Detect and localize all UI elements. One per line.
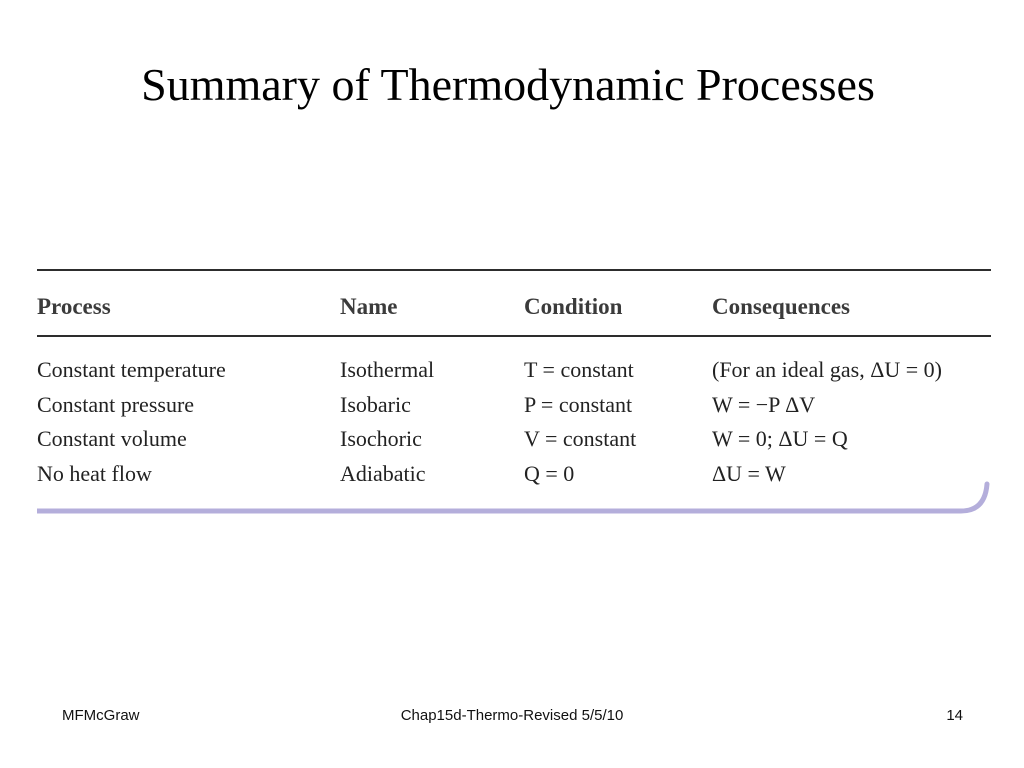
cell-process: Constant pressure xyxy=(37,392,195,417)
cell-consequences: W = 0; ΔU = Q xyxy=(712,426,848,451)
cell-name: Isobaric xyxy=(340,392,411,417)
cell-consequences: (For an ideal gas, ΔU = 0) xyxy=(712,357,943,382)
cell-process: No heat flow xyxy=(37,461,152,486)
cell-condition: T = constant xyxy=(524,357,634,382)
cell-process: Constant volume xyxy=(37,426,187,451)
cell-name: Isochoric xyxy=(340,426,422,451)
slide-title: Summary of Thermodynamic Processes xyxy=(141,59,875,110)
cell-condition: V = constant xyxy=(524,426,637,451)
slide-number: 14 xyxy=(946,707,963,724)
header-consequences: Consequences xyxy=(712,294,851,319)
table-header-rule xyxy=(37,335,991,337)
header-name: Name xyxy=(340,294,398,319)
cell-condition: Q = 0 xyxy=(524,461,575,486)
table-top-rule xyxy=(37,269,991,271)
cell-consequences: W = −P ΔV xyxy=(712,392,816,417)
cell-condition: P = constant xyxy=(524,392,633,417)
cell-name: Adiabatic xyxy=(340,461,426,486)
cell-name: Isothermal xyxy=(340,357,435,382)
table-bottom-bracket xyxy=(37,480,993,516)
footer-author: MFMcGraw xyxy=(62,707,140,724)
cell-consequences: ΔU = W xyxy=(712,461,786,486)
header-condition: Condition xyxy=(524,294,623,319)
bracket-path xyxy=(37,484,987,511)
cell-process: Constant temperature xyxy=(37,357,226,382)
footer-file-info: Chap15d-Thermo-Revised 5/5/10 xyxy=(400,707,624,724)
header-process: Process xyxy=(37,294,111,319)
